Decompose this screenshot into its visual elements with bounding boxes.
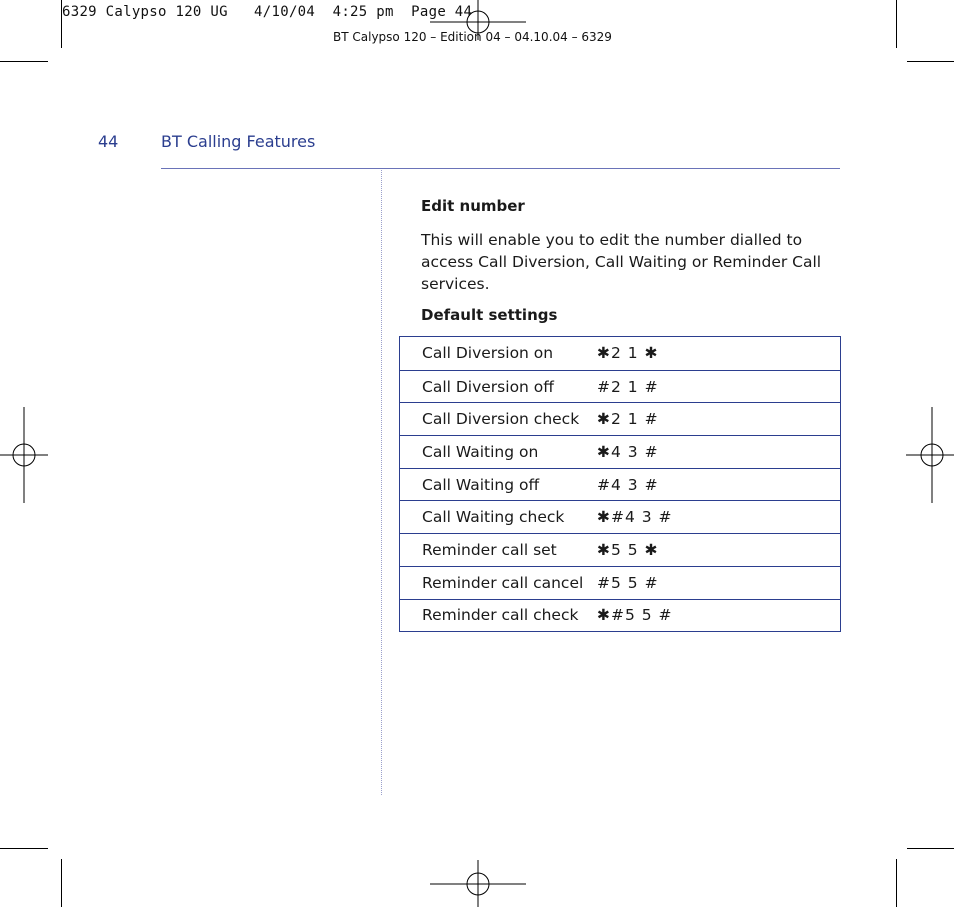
header-rule bbox=[161, 168, 840, 169]
registration-mark-right bbox=[906, 407, 954, 503]
crop-mark bbox=[907, 848, 954, 849]
table-row bbox=[400, 435, 840, 468]
setting-label: Reminder call check bbox=[422, 606, 579, 625]
setting-code: ✱5 5 ✱ bbox=[597, 540, 659, 559]
setting-code: ✱#4 3 # bbox=[597, 508, 673, 527]
crop-mark bbox=[0, 61, 48, 62]
setting-label: Call Diversion check bbox=[422, 410, 580, 429]
crop-mark bbox=[61, 859, 62, 907]
print-slug: 6329 Calypso 120 UG 4/10/04 4:25 pm Page 44 bbox=[62, 4, 473, 20]
crop-mark bbox=[896, 0, 897, 48]
registration-mark-left bbox=[0, 407, 48, 503]
setting-label: Call Waiting off bbox=[422, 475, 540, 494]
page-number: 44 bbox=[98, 132, 119, 151]
crop-mark bbox=[896, 859, 897, 907]
setting-label: Call Waiting check bbox=[422, 508, 565, 527]
setting-label: Reminder call set bbox=[422, 540, 557, 559]
edit-number-body: This will enable you to edit the number dialled to access Call Diversion, Call Waiting or Reminder Call services. bbox=[421, 231, 822, 293]
table-row bbox=[400, 337, 840, 370]
table-row bbox=[400, 370, 840, 403]
setting-code: #5 5 # bbox=[597, 573, 659, 592]
default-settings-table bbox=[399, 336, 841, 632]
edition-line: BT Calypso 120 – Edition 04 – 04.10.04 – 6329 bbox=[333, 30, 612, 44]
setting-code: ✱2 1 # bbox=[597, 410, 659, 429]
table-row bbox=[400, 599, 840, 632]
setting-code: ✱2 1 ✱ bbox=[597, 344, 659, 363]
setting-code: ✱4 3 # bbox=[597, 442, 659, 461]
crop-mark bbox=[907, 61, 954, 62]
table-row bbox=[400, 566, 840, 599]
setting-label: Call Diversion on bbox=[422, 344, 554, 363]
table-row bbox=[400, 500, 840, 533]
setting-code: #4 3 # bbox=[597, 475, 659, 494]
registration-mark-bottom bbox=[430, 860, 526, 907]
table-row bbox=[400, 533, 840, 566]
table-row bbox=[400, 468, 840, 501]
default-settings-heading: Default settings bbox=[421, 306, 558, 324]
setting-label: Reminder call cancel bbox=[422, 573, 584, 592]
setting-code: #2 1 # bbox=[597, 377, 659, 396]
setting-label: Call Diversion off bbox=[422, 377, 554, 396]
setting-label: Call Waiting on bbox=[422, 442, 539, 461]
table-row bbox=[400, 402, 840, 435]
setting-code: ✱#5 5 # bbox=[597, 606, 673, 625]
edit-number-heading: Edit number bbox=[421, 197, 525, 215]
section-title: BT Calling Features bbox=[161, 132, 316, 151]
column-divider bbox=[381, 170, 382, 795]
crop-mark bbox=[0, 848, 48, 849]
